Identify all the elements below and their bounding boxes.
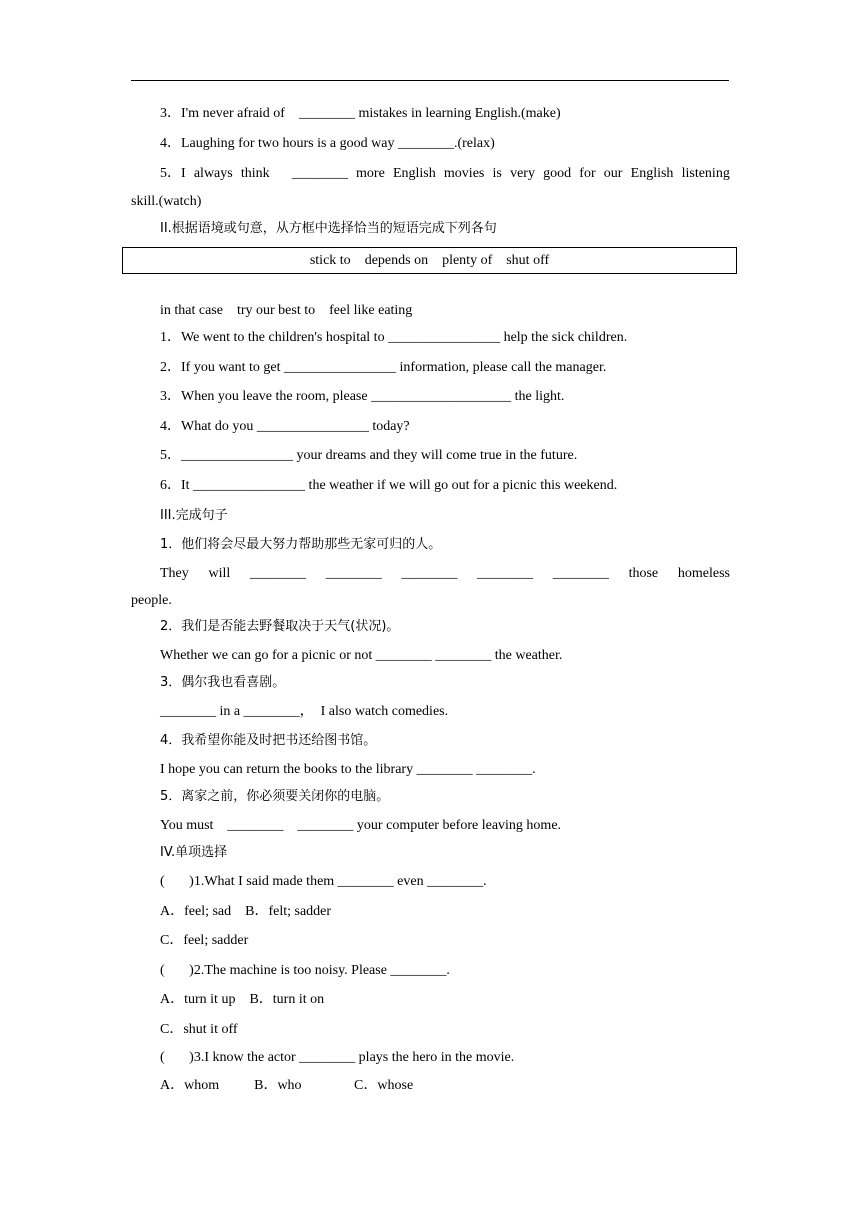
word: listening xyxy=(681,166,730,181)
part4-q2-option-c: C．shut it off xyxy=(160,1022,238,1037)
part4-q3-options: A．whom B．who C．whose xyxy=(160,1078,414,1093)
blank: ________ xyxy=(277,166,348,181)
part2-item-4: 4．What do you ________________ today? xyxy=(160,419,410,434)
word: is xyxy=(492,166,502,181)
phrase-option: depends on xyxy=(364,252,429,268)
part3-q4-chinese: 4．我希望你能及时把书还给图书馆。 xyxy=(160,733,377,748)
blank: ________ xyxy=(401,566,458,581)
phrase-box xyxy=(122,247,737,274)
part2-item-3: 3．When you leave the room, please ____________________ the light. xyxy=(160,389,565,404)
part4-q1-options-ab: A．feel; sad B．felt; sadder xyxy=(160,904,332,919)
part1-question-5 xyxy=(160,166,730,182)
word: They xyxy=(160,566,189,581)
word: our xyxy=(603,166,623,181)
blank: ________ xyxy=(249,566,306,581)
part3-q5-chinese: 5．离家之前，你必须要关闭你的电脑。 xyxy=(160,789,390,804)
word: more xyxy=(356,166,385,181)
part2-item-5: 5．________________ your dreams and they will come true in the future. xyxy=(160,448,578,463)
part3-q1-chinese: 1．他们将会尽最大努力帮助那些无家可归的人。 xyxy=(160,537,442,552)
word: homeless xyxy=(677,566,730,581)
part3-q4-english: I hope you can return the books to the library ________ ________. xyxy=(160,762,536,777)
word: good xyxy=(543,166,572,181)
word: will xyxy=(208,566,231,581)
part3-q3-english: ________ in a ________， I also watch comedies. xyxy=(160,704,449,719)
part1-question-4: 4．Laughing for two hours is a good way ________.(relax) xyxy=(160,136,495,151)
part3-q3-chinese: 3．偶尔我也看喜剧。 xyxy=(160,675,286,690)
part4-q2-options-ab: A．turn it up B．turn it on xyxy=(160,992,325,1007)
part3-q1-continued: people. xyxy=(131,593,172,608)
blank: ________ xyxy=(325,566,382,581)
phrase-option: stick to xyxy=(309,252,351,268)
part4-question-2: ( )2.The machine is too noisy. Please ________. xyxy=(160,963,450,978)
part2-item-2: 2．If you want to get ________________ information, please call the manager. xyxy=(160,360,607,375)
part1-question-3: 3．I'm never afraid of ________ mistakes in learning English.(make) xyxy=(160,106,561,121)
part3-heading: III.完成句子 xyxy=(160,508,228,523)
extra-phrases: in that case try our best to feel like eating xyxy=(160,303,413,318)
word: English xyxy=(392,166,436,181)
word: for xyxy=(579,166,596,181)
part4-question-1: ( )1.What I said made them ________ even ________. xyxy=(160,874,487,889)
part4-heading: IV.单项选择 xyxy=(160,845,228,860)
part3-q5-english: You must ________ ________ your computer before leaving home. xyxy=(160,818,562,833)
word: think xyxy=(240,166,270,181)
word: 5．I xyxy=(160,166,186,181)
word: English xyxy=(630,166,674,181)
part4-question-3: ( )3.I know the actor ________ plays the hero in the movie. xyxy=(160,1050,515,1065)
header-rule xyxy=(131,80,729,81)
word: always xyxy=(193,166,233,181)
phrase-option: shut off xyxy=(506,252,550,268)
blank: ________ xyxy=(477,566,534,581)
part2-item-6: 6．It ________________ the weather if we will go out for a picnic this weekend. xyxy=(160,478,618,493)
part3-q1-english xyxy=(160,566,730,582)
part4-q1-option-c: C．feel; sadder xyxy=(160,933,249,948)
word: those xyxy=(628,566,659,581)
part2-item-1: 1．We went to the children's hospital to ________________ help the sick children. xyxy=(160,330,628,345)
word: very xyxy=(510,166,535,181)
part2-heading: II.根据语境或句意，从方框中选择恰当的短语完成下列各句 xyxy=(160,221,497,236)
word: movies xyxy=(443,166,485,181)
blank: ________ xyxy=(552,566,609,581)
part3-q2-chinese: 2．我们是否能去野餐取决于天气(状况)。 xyxy=(160,619,400,634)
part3-q2-english: Whether we can go for a picnic or not ________ ________ the weather. xyxy=(160,648,563,663)
phrase-option: plenty of xyxy=(442,252,493,268)
part1-question-5-continued: skill.(watch) xyxy=(131,194,202,209)
